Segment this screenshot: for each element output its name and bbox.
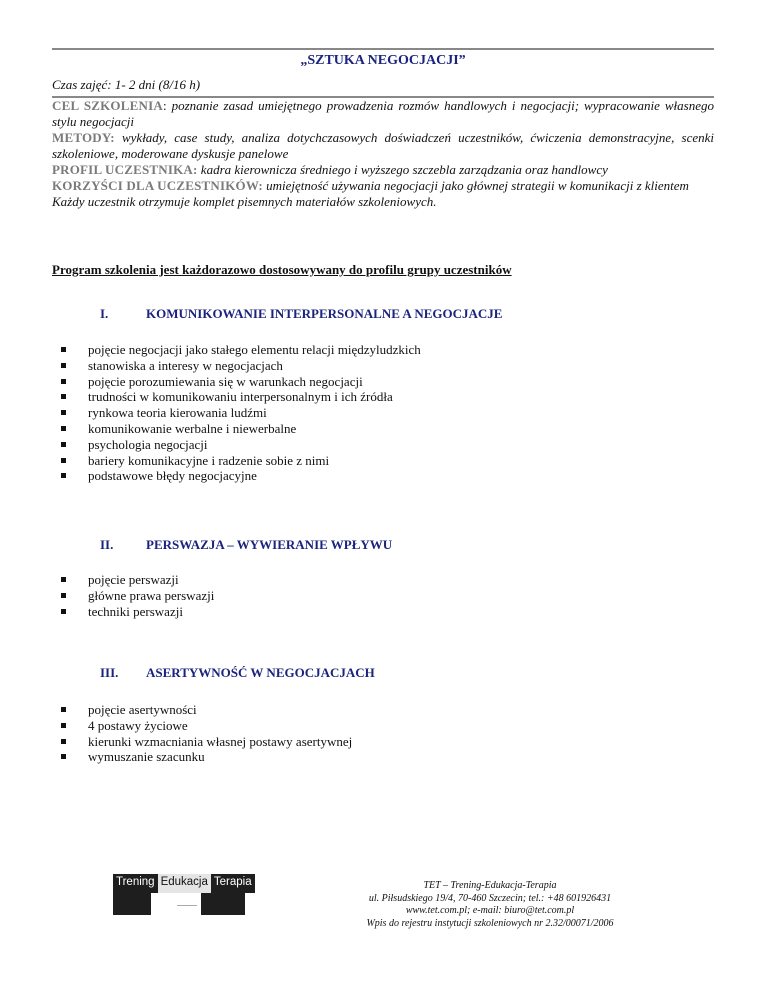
list-item: główne prawa perswazji: [52, 588, 214, 604]
benefits-paragraph: [52, 178, 714, 194]
section-1-list: [52, 342, 421, 484]
footer-contact: www.tet.com.pl; e-mail: biuro@tet.com.pl: [405, 905, 575, 916]
section-number: II.: [100, 537, 114, 552]
logo-word-terapia: Terapia: [211, 874, 255, 893]
list-item: pojęcie asertywności: [52, 702, 352, 718]
top-rule: [52, 48, 714, 50]
logo-line: [177, 905, 197, 906]
benefits-label: KORZYŚCI DLA UCZESTNIKÓW:: [52, 178, 263, 193]
logo-block-left: [113, 893, 151, 915]
goal-label: CEL SZKOLENIA: [52, 98, 163, 113]
goal-text: poznanie zasad umiejętnego prowadzenia rozmów handlowych i negocjacji; wypracowanie własnego stylu negocjacji: [52, 98, 714, 129]
footer-address: ul. Piłsudskiego 19/4, 70-460 Szczecin; tel.: +48 601926431: [368, 892, 612, 904]
tet-logo: [113, 874, 252, 916]
logo-word-edukacja: Edukacja: [158, 874, 211, 893]
section-title: PERSWAZJA – WYWIERANIE WPŁYWU: [146, 537, 393, 552]
logo-wordmark: [113, 874, 252, 893]
list-item: komunikowanie werbalne i niewerbalne: [52, 421, 421, 437]
company-footer: [340, 880, 640, 930]
profile-label: PROFIL UCZESTNIKA:: [52, 162, 198, 177]
program-note: Program szkolenia jest każdorazowo dostosowywany do profilu grupy uczestników: [52, 262, 512, 277]
footer-registry: Wpis do rejestru instytucji szkoleniowych nr 2.32/00071/2006: [366, 917, 614, 929]
section-title: KOMUNIKOWANIE INTERPERSONALNE A NEGOCJACJE: [146, 306, 503, 321]
logo-block-right: [201, 893, 245, 915]
list-item: pojęcie perswazji: [52, 572, 214, 588]
list-item: techniki perswazji: [52, 604, 214, 620]
document-title: „SZTUKA NEGOCJACJI”: [300, 53, 466, 68]
list-item: pojęcie porozumiewania się w warunkach negocjacji: [52, 374, 421, 390]
list-item: rynkowa teoria kierowania ludźmi: [52, 405, 421, 421]
goal-paragraph: CEL SZKOLENIA: poznanie zasad umiejętnego prowadzenia rozmów handlowych i negocjacji; wypracowanie własnego stylu negocjacji: [52, 98, 714, 129]
section-number: III.: [100, 665, 119, 680]
profile-paragraph: [52, 162, 714, 178]
list-item: wymuszanie szacunku: [52, 749, 352, 765]
course-info: [52, 98, 714, 210]
section-number: I.: [100, 306, 109, 321]
list-item: kierunki wzmacniania własnej postawy asertywnej: [52, 734, 352, 750]
section-heading-2: [100, 537, 392, 553]
methods-text: wykłady, case study, analiza dotychczasowych doświadczeń uczestników, ćwiczenia demonstracyjne, scenki szkoleniowe, moderowane dyskusje panelowe: [52, 130, 715, 161]
list-item: psychologia negocjacji: [52, 437, 421, 453]
methods-paragraph: [52, 130, 714, 162]
logo-word-trening: Trening: [113, 874, 158, 893]
list-item: 4 postawy życiowe: [52, 718, 352, 734]
section-heading-1: [100, 306, 502, 322]
list-item: stanowiska a interesy w negocjacjach: [52, 358, 421, 374]
section-3-list: [52, 702, 352, 765]
materials-note: Każdy uczestnik otrzymuje komplet pisemnych materiałów szkoleniowych.: [52, 194, 437, 209]
section-heading-3: [100, 665, 375, 681]
list-item: bariery komunikacyjne i radzenie sobie z nimi: [52, 453, 421, 469]
footer-company: TET – Trening-Edukacja-Terapia: [423, 880, 557, 891]
list-item: trudności w komunikowaniu interpersonalnym i ich źródła: [52, 389, 421, 405]
methods-label: METODY:: [52, 130, 115, 145]
section-2-list: [52, 572, 214, 619]
list-item: podstawowe błędy negocjacyjne: [52, 468, 421, 484]
course-duration: Czas zajęć: 1- 2 dni (8/16 h): [52, 77, 201, 92]
list-item: pojęcie negocjacji jako stałego elementu relacji międzyludzkich: [52, 342, 421, 358]
section-title: ASERTYWNOŚĆ W NEGOCJACJACH: [146, 665, 375, 680]
profile-text: kadra kierownicza średniego i wyższego szczebla zarządzania oraz handlowcy: [200, 162, 608, 177]
benefits-text: umiejętność używania negocjacji jako głównej strategii w komunikacji z klientem: [266, 178, 689, 193]
